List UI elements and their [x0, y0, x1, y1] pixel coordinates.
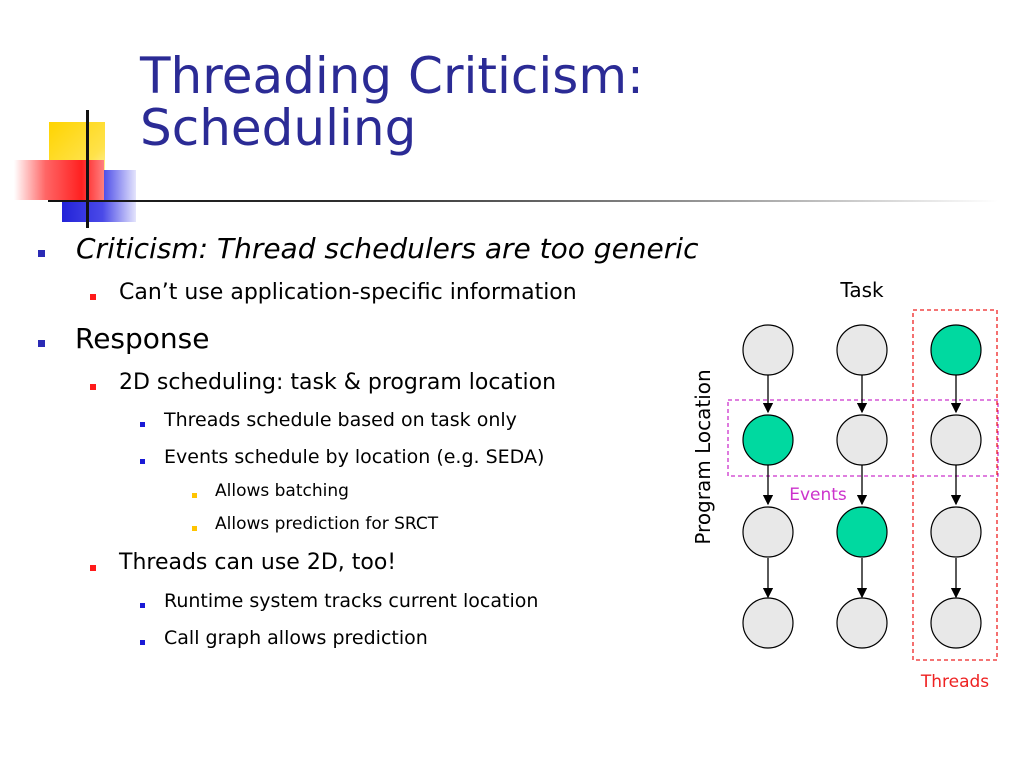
logo-vertical-line	[86, 110, 89, 228]
node-inactive	[837, 415, 887, 465]
node-inactive	[743, 325, 793, 375]
node-inactive	[931, 415, 981, 465]
program-location-label: Program Location	[691, 369, 715, 545]
bullet-marker	[140, 640, 145, 645]
node-inactive	[837, 598, 887, 648]
bullet-marker	[192, 526, 197, 531]
bullet-2d-scheduling: 2D scheduling: task & program location	[119, 370, 557, 395]
bullet-marker	[90, 565, 96, 571]
bullet-call-graph: Call graph allows prediction	[164, 627, 428, 649]
slide-title-line-1: Threading Criticism:	[140, 47, 644, 105]
bullet-marker	[192, 493, 197, 498]
node-inactive	[837, 325, 887, 375]
bullet-runtime-system: Runtime system tracks current location	[164, 590, 539, 612]
node-inactive	[931, 507, 981, 557]
bullet-marker	[38, 250, 45, 257]
scheduling-diagram	[680, 270, 1010, 700]
title-underline	[48, 200, 998, 202]
node-inactive	[743, 507, 793, 557]
bullet-application-info: Can’t use application-specific information	[119, 280, 577, 305]
node-inactive	[743, 598, 793, 648]
bullet-marker	[140, 603, 145, 608]
bullet-marker	[90, 294, 96, 300]
bullet-allows-prediction: Allows prediction for SRCT	[215, 514, 439, 534]
bullet-threads-2d: Threads can use 2D, too!	[119, 550, 397, 575]
bullet-marker	[38, 340, 45, 347]
bullet-marker	[140, 422, 145, 427]
bullet-response: Response	[75, 322, 210, 355]
bullet-allows-batching: Allows batching	[215, 481, 349, 501]
task-label: Task	[840, 278, 884, 302]
logo-red-square	[14, 160, 104, 200]
bullet-marker	[90, 384, 96, 390]
node-active	[931, 325, 981, 375]
threads-label: Threads	[920, 672, 990, 692]
node-active	[743, 415, 793, 465]
events-label: Events	[789, 485, 847, 505]
node-active	[837, 507, 887, 557]
bullet-criticism: Criticism: Thread schedulers are too generic	[76, 232, 699, 265]
bullet-marker	[140, 459, 145, 464]
scheduling-diagram-svg	[680, 270, 1010, 700]
bullet-threads-schedule: Threads schedule based on task only	[164, 409, 517, 431]
bullet-events-schedule: Events schedule by location (e.g. SEDA)	[164, 446, 545, 468]
node-inactive	[931, 598, 981, 648]
slide-title-line-2: Scheduling	[140, 99, 417, 157]
slide-title	[140, 47, 760, 157]
